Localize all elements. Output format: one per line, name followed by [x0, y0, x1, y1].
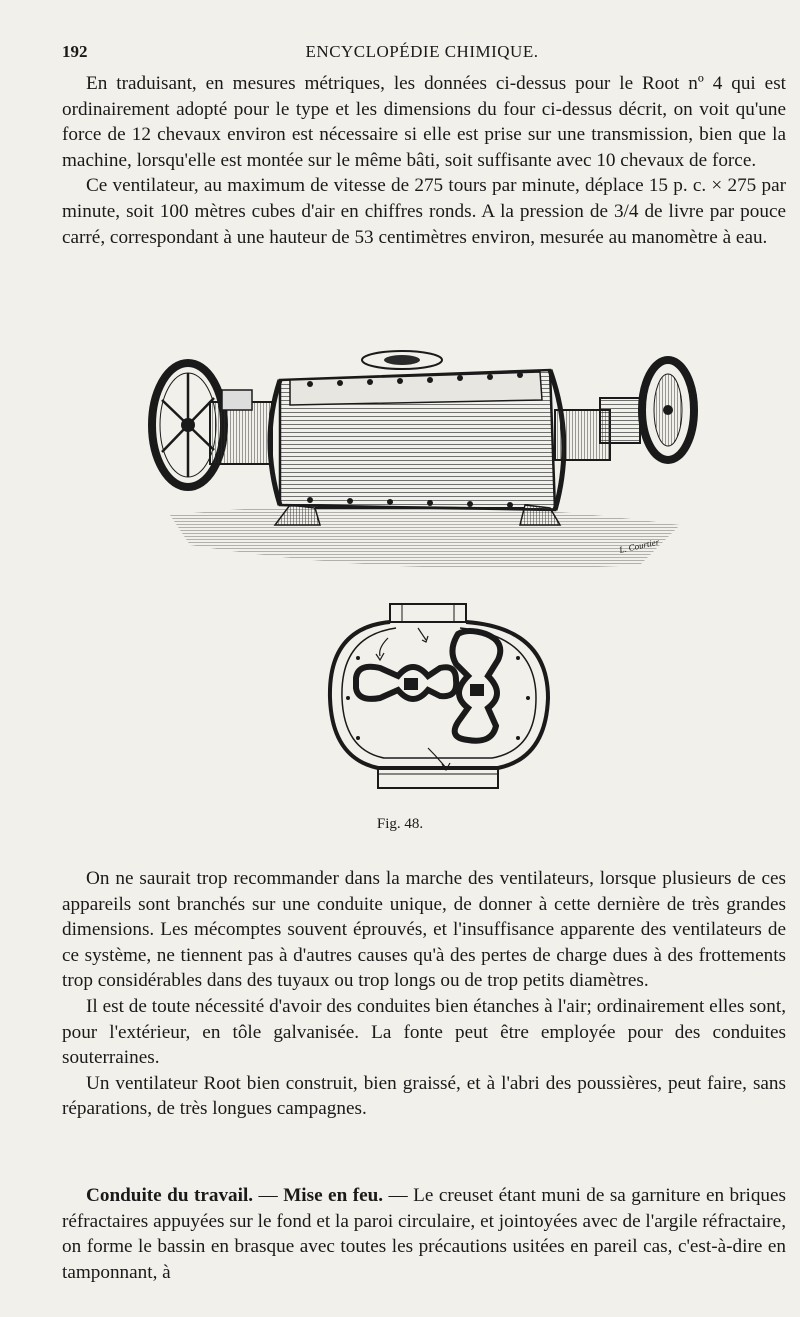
separator: —: [383, 1185, 414, 1206]
blower-cross-section: [318, 598, 558, 796]
section-block: [62, 1183, 786, 1285]
page-number: 192: [62, 42, 88, 61]
section-subtitle: Mise en feu.: [283, 1185, 384, 1206]
paragraph: En traduisant, en mesures métriques, les données ci-dessus pour le Root nº 4 qui est ordinairement adopté pour le type et les dimensions du four ci-dessus décrit, on voit qu'une force de 12 chevaux environ est nécessaire si elle est prise sur une transmission, bien que la machine, lorsqu'elle est montée sur le même bâti, soit suffisante avec 10 chevaux de force.: [62, 73, 786, 171]
page-header: [62, 42, 782, 66]
figure-caption: Fig. 48.: [376, 816, 424, 832]
paragraph: On ne saurait trop recommander dans la marche des ventilateurs, lorsque plusieurs de ces appareils sont branchés sur une conduite unique, de donner à cette dernière de très grandes dimensions. Les mécomptes souvent éprouvés, et l'insuffisance apparente des ventilateurs de ce système, ne tiennent pas à d'autres causes qu'à des pertes de charge dues à des frottements trop considérables dans des tuyaux ou trop longs ou de trop petits diamètres.: [62, 868, 786, 992]
paragraph: Un ventilateur Root bien construit, bien graissé, et à l'abri des poussières, peut faire, sans réparations, de très longues campagnes.: [62, 1072, 786, 1120]
running-title: ENCYCLOPÉDIE CHIMIQUE.: [305, 42, 539, 61]
text-block-top: [62, 71, 786, 250]
text-block-bottom: [62, 866, 786, 1122]
paragraph: Il est de toute nécessité d'avoir des conduites bien étanches à l'air; ordinairement elles sont, pour l'extérieur, en tôle galvanisée. La fonte peut être employée pour des conduites souterraines.: [62, 995, 786, 1069]
section-text: Le creuset étant muni de sa garniture en briques réfractaires appuyées sur le fond et la paroi circulaire, et jointoyées avec de l'argile réfractaire, on forme le bassin en brasque avec toutes les précautions usitées en pareil cas, c'est-à-dire en tamponnant, à: [62, 1185, 786, 1283]
section-title: Conduite du travail.: [86, 1185, 254, 1206]
paragraph: Ce ventilateur, au maximum de vitesse de 275 tours par minute, déplace 15 p. c. × 275 par minute, soit 100 mètres cubes d'air en chiffres ronds. A la pression de 3/4 de livre par pouce carré, correspondant à une hauteur de 53 centimètres environ, mesurée au manomètre à eau.: [62, 175, 786, 248]
engraver-signature: L. Courtier: [618, 536, 661, 555]
separator: —: [253, 1185, 284, 1206]
section-paragraph: [62, 1183, 786, 1285]
root-blower-engraving: [140, 340, 700, 580]
